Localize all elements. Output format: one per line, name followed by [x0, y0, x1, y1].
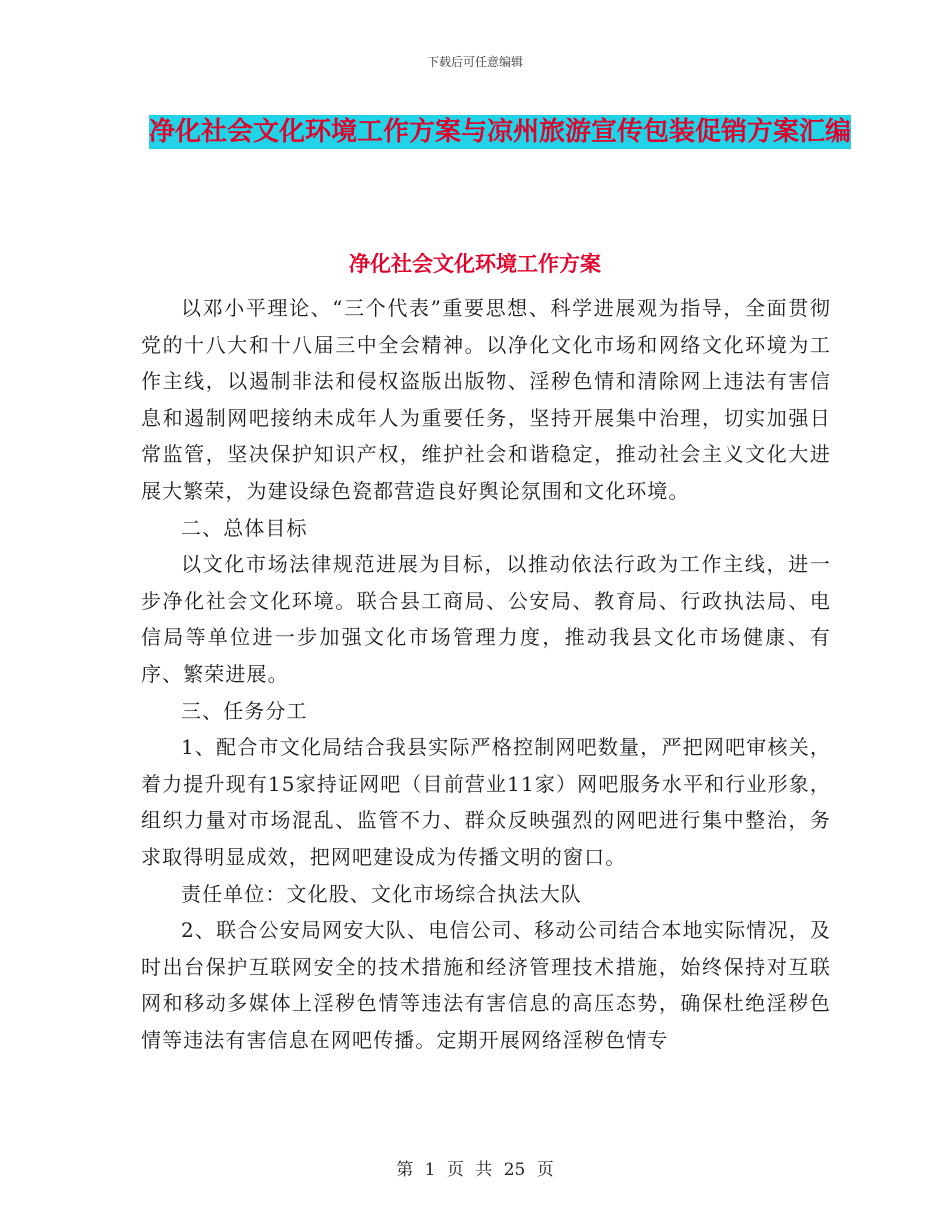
paragraph-task-1: 1、配合市文化局结合我县实际严格控制网吧数量，严把网吧审核关，着力提升现有15家持证网吧（目前营业11家）网吧服务水平和行业形象，组织力量对市场混乱、监管不力、群众反映强烈的网吧进行集中整治，务求取得明显成效，把网吧建设成为传播文明的窗口。: [141, 735, 831, 869]
paragraph-task-2: 2、联合公安局网安大队、电信公司、移动公司结合本地实际情况，及时出台保护互联网安全的技术措施和经济管理技术措施，始终保持对互联网和移动多媒体上淫秽色情等违法有害信息的高压态势，确保杜绝淫秽色情等违法有害信息在网吧传播。定期开展网络淫秽色情专: [141, 918, 831, 1052]
document-title-text: 净化社会文化环境工作方案与凉州旅游宣传包装促销方案汇编: [148, 117, 851, 147]
paragraph-overall-goal: 以文化市场法律规范进展为目标，以推动依法行政为工作主线，进一步净化社会文化环境。联合县工商局、公安局、教育局、行政执法局、电信局等单位进一步加强文化市场管理力度，推动我县文化市场健康、有序、繁荣进展。: [141, 552, 831, 686]
heading-task-division: 三、任务分工: [181, 698, 308, 723]
document-body: [141, 290, 831, 1058]
header-note: 下载后可任意编辑: [426, 55, 523, 69]
document-title: [140, 110, 860, 154]
page-number-footer: 第 1 页 共 25 页: [396, 1160, 554, 1180]
heading-overall-goal: 二、总体目标: [181, 515, 308, 540]
paragraph-guiding-ideology: 以邓小平理论、“三个代表”重要思想、科学进展观为指导，全面贯彻党的十八大和十八届三中全会精神。以净化文化市场和网络文化环境为工作主线，以遏制非法和侵权盗版出版物、淫秽色情和清除网上违法有害信息和遏制网吧接纳未成年人为重要任务，坚持开展集中治理，切实加强日常监管，坚决保护知识产权，维护社会和谐稳定，推动社会主义文化大进展大繁荣，为建设绿色瓷都营造良好舆论氛围和文化环境。: [141, 296, 831, 503]
paragraph-responsible-unit: 责任单位：文化股、文化市场综合执法大队: [181, 881, 582, 906]
section-title: 净化社会文化环境工作方案: [349, 251, 601, 276]
